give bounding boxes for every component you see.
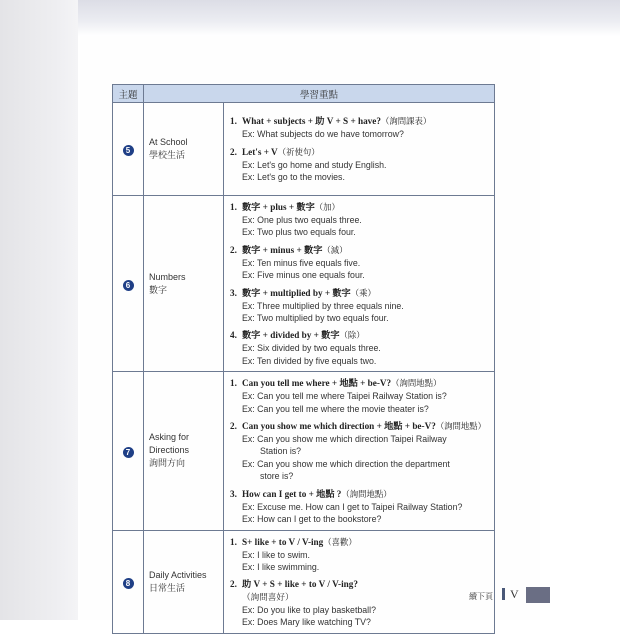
example: Ex: Two plus two equals four. (242, 227, 356, 238)
table-header-row (113, 85, 495, 103)
page-number: V (510, 587, 519, 601)
list-item (230, 536, 490, 574)
formula: 1. 數字 + plus + 數字（加） (230, 202, 340, 212)
row-number-badge: 6 (123, 280, 134, 291)
table-row (113, 196, 495, 372)
example: Ex: Six divided by two equals three. (242, 343, 381, 354)
page-marker-bar (502, 588, 505, 600)
formula: 3. 數字 + multiplied by + 數字（乘） (230, 287, 376, 298)
example: Ex: Do you like to play basketball? (242, 604, 376, 615)
example: Ex: Two multiplied by two equals four. (242, 313, 389, 324)
formula: 4. 數字 + divided by + 數字（除） (230, 330, 365, 341)
example: Ex: Can you show me which direction Taipei Railway (242, 434, 447, 445)
learning-focus-table (112, 84, 495, 634)
page-edge-tab (526, 587, 550, 603)
content-cell (224, 196, 495, 372)
topic-en: Numbers (149, 271, 186, 282)
row-number-cell (113, 372, 144, 530)
topic-en-line2: Directions (149, 445, 190, 456)
example-continued: Station is? (260, 446, 302, 457)
topic-en: Daily Activities (149, 569, 207, 580)
formula: 1. What + subjects + 助 V + S + have?（詢問課表） (230, 116, 432, 127)
list-item (230, 201, 490, 239)
topic-cell (144, 196, 224, 372)
example: Ex: Excuse me. How can I get to Taipei Railway Station? (242, 501, 463, 512)
list-item (230, 146, 490, 184)
example: Ex: I like to swim. (242, 549, 310, 560)
example: Ex: Can you show me which direction the department (242, 458, 450, 469)
list-item (230, 329, 490, 367)
formula-note: （詢問喜好） (242, 592, 294, 603)
topic-zh: 學校生活 (149, 150, 186, 160)
content-cell (224, 372, 495, 530)
example: Ex: Let's go to the movies. (242, 172, 345, 183)
header-learning-focus: 學習重點 (144, 85, 495, 103)
example: Ex: Five minus one equals four. (242, 270, 365, 281)
page-footer (78, 583, 620, 620)
formula: 2. 數字 + minus + 數字（減） (230, 244, 348, 255)
example: Ex: Can you tell me where the movie theater is? (242, 403, 429, 414)
content-cell (224, 103, 495, 196)
formula: 3. How can I get to + 地點 ?（詢問地點） (230, 488, 392, 499)
example: Ex: How can I get to the bookstore? (242, 514, 382, 525)
list-item (230, 115, 490, 140)
formula: 2. 助 V + S + like + to V / V-ing? (230, 579, 358, 590)
example-continued: store is? (260, 471, 294, 482)
formula: 2. Can you show me which direction + 地點 + be-V?（詢問地點） (230, 421, 487, 432)
row-number-badge: 5 (123, 145, 134, 156)
formula: 1. S+ like + to V / V-ing（喜歡） (230, 536, 357, 547)
list-item (230, 488, 490, 526)
example: Ex: What subjects do we have tomorrow? (242, 129, 404, 140)
list-item (230, 420, 490, 483)
continued-label: 續下頁 (469, 592, 493, 601)
row-number-cell (113, 196, 144, 372)
example: Ex: I like swimming. (242, 561, 320, 572)
topic-cell (144, 103, 224, 196)
table-row (113, 372, 495, 530)
example: Ex: Can you tell me where Taipei Railway Station is? (242, 391, 447, 402)
row-number-badge: 7 (123, 447, 134, 458)
row-number-cell (113, 103, 144, 196)
topic-en: At School (149, 137, 188, 147)
topic-zh: 日常生活 (149, 582, 186, 593)
example: Ex: Ten divided by five equals two. (242, 355, 377, 366)
example: Ex: Ten minus five equals five. (242, 257, 361, 268)
example: Ex: Does Mary like watching TV? (242, 617, 371, 628)
scan-shadow-left (0, 0, 78, 620)
list-item (230, 377, 490, 415)
topic-en-line1: Asking for (149, 432, 190, 443)
formula: 1. Can you tell me where + 地點 + be-V?（詢問地點） (230, 378, 442, 389)
formula: 2. Let's + V（祈使句） (230, 146, 320, 157)
list-item (230, 287, 490, 325)
header-topic: 主題 (113, 85, 144, 103)
example: Ex: Three multiplied by three equals nine. (242, 300, 404, 311)
topic-cell (144, 372, 224, 530)
list-item (230, 244, 490, 282)
table-row (113, 103, 495, 196)
topic-zh: 數字 (149, 284, 168, 295)
row-number-badge: 8 (123, 578, 134, 589)
example: Ex: One plus two equals three. (242, 215, 362, 225)
scan-shadow-top (78, 0, 620, 36)
topic-zh: 詢問方向 (149, 458, 186, 469)
example: Ex: Let's go home and study English. (242, 159, 387, 170)
